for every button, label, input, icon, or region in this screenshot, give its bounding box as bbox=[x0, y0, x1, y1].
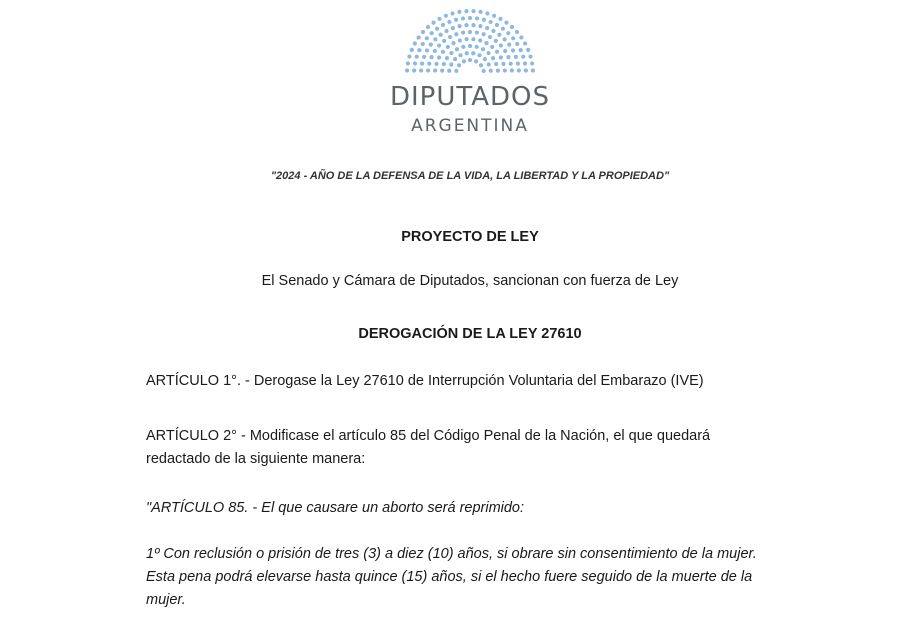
hemicycle-seats-icon bbox=[400, 6, 540, 78]
seat-dot bbox=[491, 56, 495, 60]
seat-dot bbox=[495, 23, 499, 27]
seat-dot bbox=[526, 48, 530, 52]
quoted-article-85: "ARTÍCULO 85. - El que causare un aborto será reprimido: bbox=[146, 500, 525, 516]
seat-dot bbox=[471, 23, 475, 27]
seat-dot bbox=[464, 37, 468, 41]
seat-dot bbox=[501, 27, 505, 31]
seat-dot bbox=[478, 10, 482, 14]
seat-dot bbox=[495, 50, 499, 54]
seat-dot bbox=[474, 59, 478, 63]
seat-dot bbox=[446, 45, 450, 49]
seat-dot bbox=[504, 21, 508, 25]
seat-dot bbox=[439, 33, 443, 37]
seat-dot bbox=[521, 55, 525, 59]
seat-dot bbox=[482, 69, 486, 73]
seat-dot bbox=[444, 14, 448, 18]
seat-dot bbox=[510, 68, 514, 72]
seat-dot bbox=[465, 51, 469, 55]
seat-dot bbox=[471, 51, 475, 55]
seat-dot bbox=[486, 51, 490, 55]
seat-dot bbox=[444, 29, 448, 33]
seat-dot bbox=[420, 61, 424, 65]
seat-dot bbox=[415, 55, 419, 59]
seat-dot bbox=[510, 25, 514, 29]
seat-dot bbox=[468, 30, 472, 34]
seat-dot bbox=[454, 32, 458, 36]
seat-dot bbox=[405, 68, 409, 72]
seat-dot bbox=[430, 31, 434, 35]
document-title: PROYECTO DE LEY bbox=[401, 229, 539, 245]
seat-dot bbox=[445, 56, 449, 60]
seat-dot bbox=[515, 42, 519, 46]
seat-dot bbox=[491, 29, 495, 33]
brand-country: ARGENTINA bbox=[411, 116, 529, 136]
year-motto: "2024 - AÑO DE LA DEFENSA DE LA VIDA, LA LIBERTAD Y LA PROPIEDAD" bbox=[270, 170, 670, 182]
seat-dot bbox=[509, 62, 513, 66]
seat-dot bbox=[433, 68, 437, 72]
seat-dot bbox=[511, 36, 515, 40]
seat-dot bbox=[425, 36, 429, 40]
seat-dot bbox=[437, 55, 441, 59]
letterhead bbox=[0, 0, 900, 140]
seat-dot bbox=[494, 39, 498, 43]
seat-dot bbox=[410, 48, 414, 52]
seat-dot bbox=[426, 25, 430, 29]
seat-dot bbox=[433, 37, 437, 41]
seat-dot bbox=[468, 58, 472, 62]
seat-dot bbox=[489, 20, 493, 24]
seat-dot bbox=[453, 57, 457, 61]
seat-dot bbox=[419, 68, 423, 72]
seat-dot bbox=[496, 69, 500, 73]
seat-dot bbox=[455, 47, 459, 51]
seat-dot bbox=[471, 9, 475, 13]
seat-dot bbox=[477, 53, 481, 57]
seat-dot bbox=[507, 43, 511, 47]
article-85-item-1: 1º Con reclusión o prisión de tres (3) a diez (10) años, si obrare sin consentimiento de la mujer. Esta pena podrá elevarse hasta quince (15) años, si el hecho fuere seguido de la muerte de la mujer. bbox=[146, 546, 757, 608]
seat-dot bbox=[478, 24, 482, 28]
seat-dot bbox=[482, 32, 486, 36]
seat-dot bbox=[524, 68, 528, 72]
seat-dot bbox=[498, 17, 502, 21]
seat-dot bbox=[441, 23, 445, 27]
seat-dot bbox=[421, 42, 425, 46]
seat-dot bbox=[434, 62, 438, 66]
seat-dot bbox=[437, 43, 441, 47]
seat-dot bbox=[494, 62, 498, 66]
seat-dot bbox=[442, 62, 446, 66]
seat-dot bbox=[449, 51, 453, 55]
seat-dot bbox=[511, 48, 515, 52]
seat-dot bbox=[441, 50, 445, 54]
seat-dot bbox=[506, 31, 510, 35]
seat-dot bbox=[523, 41, 527, 45]
seat-dot bbox=[531, 68, 535, 72]
seat-dot bbox=[442, 39, 446, 43]
seat-dot bbox=[478, 38, 482, 42]
seat-dot bbox=[475, 30, 479, 34]
seat-dot bbox=[454, 18, 458, 22]
brand-name: DIPUTADOS bbox=[389, 82, 551, 112]
seat-dot bbox=[448, 35, 452, 39]
seat-dot bbox=[422, 55, 426, 59]
seat-dot bbox=[457, 24, 461, 28]
enacting-clause: El Senado y Cámara de Diputados, sancionan con fuerza de Ley bbox=[261, 273, 679, 289]
seat-dot bbox=[519, 35, 523, 39]
seat-dot bbox=[517, 68, 521, 72]
seat-dot bbox=[485, 26, 489, 30]
article-2: ARTÍCULO 2° - Modificase el artículo 85 del Código Penal de la Nación, el que quedará redactado de la siguiente manera: bbox=[146, 428, 711, 467]
seat-dot bbox=[450, 11, 454, 15]
seat-dot bbox=[426, 68, 430, 72]
seat-dot bbox=[481, 47, 485, 51]
seat-dot bbox=[468, 44, 472, 48]
seat-dot bbox=[437, 17, 441, 21]
seat-dot bbox=[435, 27, 439, 31]
seat-dot bbox=[489, 69, 493, 73]
seat-dot bbox=[458, 53, 462, 57]
seat-dot bbox=[413, 61, 417, 65]
seat-dot bbox=[484, 41, 488, 45]
seat-dot bbox=[451, 41, 455, 45]
seat-dot bbox=[451, 26, 455, 30]
seat-dot bbox=[425, 48, 429, 52]
seat-dot bbox=[528, 54, 532, 58]
seat-dot bbox=[497, 33, 501, 37]
seat-dot bbox=[461, 45, 465, 49]
seat-dot bbox=[515, 30, 519, 34]
seat-dot bbox=[468, 16, 472, 20]
seat-dot bbox=[427, 62, 431, 66]
seat-dot bbox=[413, 41, 417, 45]
seat-dot bbox=[449, 62, 453, 66]
seat-dot bbox=[406, 61, 410, 65]
seat-dot bbox=[503, 37, 507, 41]
seat-dot bbox=[516, 61, 520, 65]
seat-dot bbox=[506, 55, 510, 59]
seat-dot bbox=[514, 55, 518, 59]
seat-dot bbox=[461, 30, 465, 34]
seat-dot bbox=[503, 49, 507, 53]
seat-dot bbox=[461, 16, 465, 20]
seat-dot bbox=[464, 23, 468, 27]
seat-dot bbox=[499, 43, 503, 47]
seat-dot bbox=[519, 48, 523, 52]
seat-dot bbox=[464, 9, 468, 13]
seat-dot bbox=[417, 35, 421, 39]
seat-dot bbox=[447, 20, 451, 24]
seat-dot bbox=[412, 68, 416, 72]
seat-dot bbox=[407, 54, 411, 58]
seat-dot bbox=[417, 48, 421, 52]
seat-dot bbox=[429, 55, 433, 59]
seat-dot bbox=[530, 61, 534, 65]
seat-dot bbox=[457, 63, 461, 67]
seat-dot bbox=[483, 57, 487, 61]
seat-dot bbox=[475, 45, 479, 49]
seat-dot bbox=[479, 63, 483, 67]
seat-dot bbox=[471, 37, 475, 41]
seat-dot bbox=[475, 16, 479, 20]
seat-dot bbox=[457, 10, 461, 14]
seat-dot bbox=[487, 62, 491, 66]
seat-dot bbox=[429, 43, 433, 47]
seat-dot bbox=[488, 35, 492, 39]
seat-dot bbox=[454, 69, 458, 73]
seat-dot bbox=[485, 11, 489, 15]
seat-dot bbox=[492, 14, 496, 18]
seat-dot bbox=[462, 59, 466, 63]
seat-dot bbox=[440, 69, 444, 73]
seat-dot bbox=[433, 49, 437, 53]
document-subject: DEROGACIÓN DE LA LEY 27610 bbox=[358, 326, 582, 342]
seat-dot bbox=[490, 45, 494, 49]
seat-dot bbox=[458, 38, 462, 42]
seat-dot bbox=[482, 18, 486, 22]
article-1: ARTÍCULO 1°. - Derogase la Ley 27610 de Interrupción Voluntaria del Embarazo (IVE) bbox=[146, 373, 704, 389]
seat-dot bbox=[421, 30, 425, 34]
seat-dot bbox=[501, 62, 505, 66]
seat-dot bbox=[499, 55, 503, 59]
seat-dot bbox=[447, 69, 451, 73]
seat-dot bbox=[523, 61, 527, 65]
seat-dot bbox=[431, 21, 435, 25]
seat-dot bbox=[503, 68, 507, 72]
